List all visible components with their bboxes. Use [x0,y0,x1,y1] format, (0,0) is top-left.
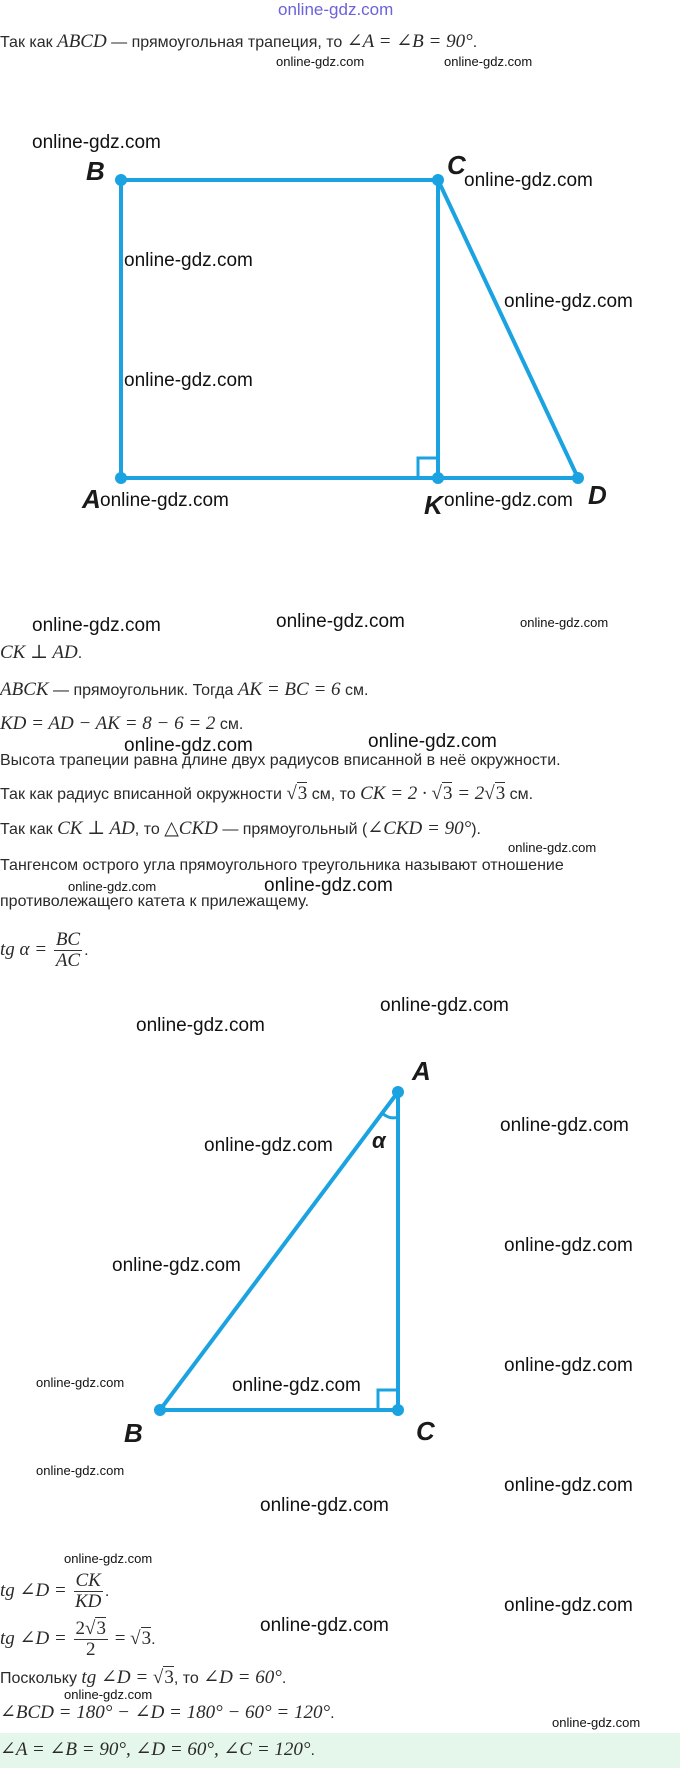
bcd-math: ∠BCD = 180° − ∠D = 180° − 60° = 120° [0,1702,331,1723]
line-kd [0,714,243,735]
tg2-num-coef: 2 [75,1618,85,1640]
tg-d-formula-1: tg ∠D = $\frac{CK}{KD}$ . [0,1570,110,1613]
watermark: online-gdz.com [276,54,365,69]
since-math-2: ∠D = 60° [203,1667,282,1688]
watermark: online-gdz.com [68,879,157,894]
answer-end: . [310,1742,315,1759]
intro-math-2: ∠A = ∠B = 90° [346,31,473,52]
angle-alpha-label: α [372,1128,386,1153]
intro-text-3: . [472,34,478,51]
line-ck-perp [0,643,82,664]
math-ak-bc: AK = BC = 6 [237,679,341,700]
ckd-line [0,819,481,840]
tg2-lhs: tg ∠D = [0,1628,72,1649]
intro-line [0,32,477,53]
watermark: online-gdz.com [552,1715,641,1730]
tg-formula-den: AC [55,950,81,972]
watermark: online-gdz.com [64,1687,153,1702]
intro-text-1: Так как [0,34,58,51]
watermark: online-gdz.com [264,875,393,896]
math-ck-perp-ad: CK ⊥ AD [0,642,78,663]
tg-formula-lhs: tg α = [0,939,52,960]
vertex-label-c: C [447,150,466,180]
ckd-math-1: CK ⊥ AD [57,818,135,839]
math-kd: KD = AD − AK = 8 − 6 = 2 [0,713,216,734]
tg1-num: CK [75,1570,101,1592]
tg-formula [0,925,89,975]
watermark: online-gdz.com [500,1115,629,1136]
vertex-label-b: B [86,156,105,186]
height-statement: Высота трапеции равна длине двух радиусов вписанной в неё окружности. [0,752,561,769]
tangent-definition-1: Тангенсом острого угла прямоугольного треугольника называют отношение [0,857,564,874]
bcd-line [0,1703,335,1724]
watermark: online-gdz.com [504,1235,633,1256]
vertex-label-c2: C [416,1416,435,1446]
tg-formula-num: BC [55,929,81,951]
since-root: 3 [164,1667,174,1688]
watermark: online-gdz.com [444,490,573,511]
math-abck: ABCK [0,679,49,700]
watermark: online-gdz.com [204,1135,333,1156]
since-math-1: tg ∠D = [81,1667,153,1688]
tg1-lhs: tg ∠D = [0,1580,72,1601]
answer-math: ∠A = ∠B = 90°, ∠D = 60°, ∠C = 120° [0,1739,311,1760]
watermark: online-gdz.com [100,490,229,511]
tangent-definition-2: противолежащего катета к прилежащему. [0,893,310,910]
tg-formula-end: . [84,942,89,959]
tg2-eq: = [109,1628,131,1649]
watermark: online-gdz.com [504,1475,633,1496]
radius-math-2: = 2 [452,783,485,804]
since-text-2: , то [173,1670,204,1687]
watermark: online-gdz.com [124,370,253,391]
watermark: online-gdz.com [504,1595,633,1616]
watermark: online-gdz.com [124,735,253,756]
vertex-label-a2: A [412,1056,431,1086]
radius-root-2: 3 [442,783,453,804]
since-end: . [281,1670,287,1687]
text-abck: — прямоугольник. Тогда [48,682,238,699]
watermark: online-gdz.com [504,1355,633,1376]
radius-math-1: CK = 2 · [360,783,432,804]
radius-root: 3 [297,783,308,804]
ckd-math-3: ∠CKD = 90° [367,818,472,839]
ckd-text-4: ). [471,821,481,838]
watermark: online-gdz.com [260,1495,389,1516]
since-line: Поскольку tg ∠D = √3, то ∠D = 60°. [0,1667,287,1688]
vertex-label-b2: B [124,1418,143,1448]
watermark: online-gdz.com [64,1551,153,1566]
ckd-math-2: △CKD [164,818,218,839]
watermark: online-gdz.com [32,615,161,636]
intro-math-1: ABCD [57,31,107,52]
radius-text-3: см. [505,786,534,803]
tg2-den: 2 [85,1639,96,1661]
text-abck-end: см. [340,682,369,699]
text-kd-end: см. [215,716,244,733]
since-text-1: Поскольку [0,1670,82,1687]
watermark: online-gdz.com [380,995,509,1016]
radius-line: Так как радиус вписанной окружности √3 см, то CK = 2 · √3 = 2√3 см. [0,783,534,804]
watermark: online-gdz.com [508,840,597,855]
vertex-label-a: A [82,484,101,514]
watermark: online-gdz.com [276,611,405,632]
watermark: online-gdz.com [36,1375,125,1390]
watermark: online-gdz.com [232,1375,361,1396]
ckd-text-2: , то [134,821,165,838]
tg1-den: KD [74,1591,102,1613]
radius-root-3: 3 [495,783,506,804]
bcd-end: . [330,1705,335,1722]
watermark: online-gdz.com [520,615,609,630]
ckd-text-1: Так как [0,821,58,838]
line-ck-perp-end: . [77,645,83,662]
watermark: online-gdz.com [464,170,593,191]
watermark: online-gdz.com [112,1255,241,1276]
watermark: online-gdz.com [260,1615,389,1636]
watermark: online-gdz.com [504,291,633,312]
site-header-logo[interactable]: online-gdz.com [278,0,394,19]
tg2-num-root: 3 [96,1618,106,1640]
watermark: online-gdz.com [32,132,161,153]
intro-text-2: — прямоугольная трапеция, то [106,34,347,51]
watermark: online-gdz.com [124,250,253,271]
radius-text-2: см, то [307,786,361,803]
watermark: online-gdz.com [136,1015,265,1036]
line-abck [0,680,368,701]
tg2-root: 3 [141,1628,152,1649]
vertex-label-d: D [588,480,607,510]
ckd-text-3: — прямоугольный ( [217,821,368,838]
watermark: online-gdz.com [36,1463,125,1478]
answer-line [0,1740,315,1761]
radius-text-1: Так как радиус вписанной окружности [0,786,287,803]
vertex-label-k: K [424,490,443,520]
tg-d-formula-2: tg ∠D = $\frac{2√3}{2}$ = √3. [0,1618,156,1661]
watermark: online-gdz.com [368,731,497,752]
watermark: online-gdz.com [444,54,533,69]
